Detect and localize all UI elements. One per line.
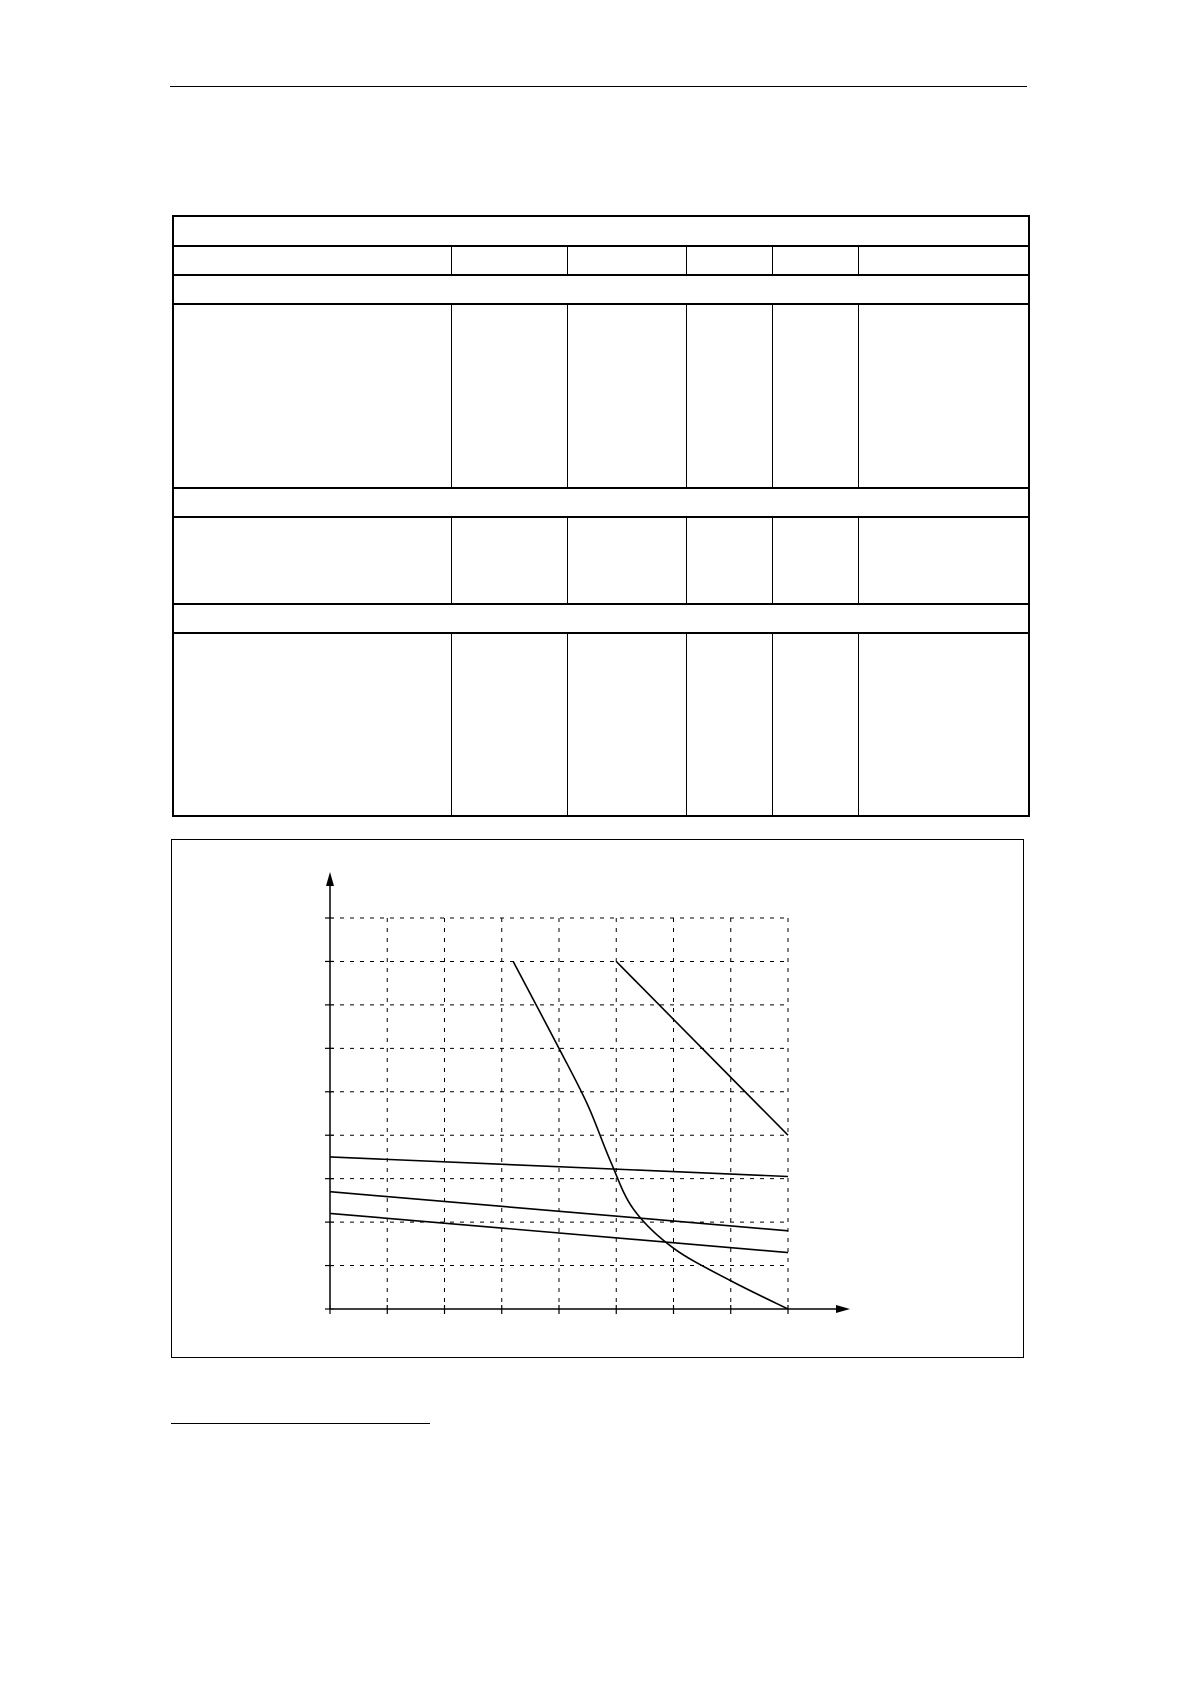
- column-header: [858, 246, 1029, 275]
- table-cell: [858, 633, 1029, 816]
- grid-layer: [330, 918, 788, 1309]
- table-cell: [451, 304, 567, 488]
- table-cell: [567, 304, 687, 488]
- data-table: [172, 215, 1030, 817]
- table-cell: [451, 633, 567, 816]
- table-row: [173, 517, 1029, 603]
- section-title: [173, 604, 1029, 633]
- column-header: [567, 246, 687, 275]
- table-row: [173, 304, 1029, 488]
- table-cell: [687, 304, 773, 488]
- table-cell: [173, 633, 451, 816]
- x-axis-arrow: [836, 1305, 850, 1313]
- table-cell: [773, 633, 859, 816]
- column-header: [451, 246, 567, 275]
- section-1-header: [173, 275, 1029, 304]
- section-title: [173, 488, 1029, 517]
- column-header: [773, 246, 859, 275]
- table-cell: [858, 517, 1029, 603]
- y-axis-arrow: [326, 872, 334, 886]
- section-3-header: [173, 604, 1029, 633]
- header-rule: [170, 86, 1027, 87]
- section-title: [173, 275, 1029, 304]
- table-title-row: [173, 216, 1029, 246]
- table-title: [173, 216, 1029, 246]
- table-cell: [773, 304, 859, 488]
- series-layer: [330, 961, 788, 1309]
- table-cell: [451, 517, 567, 603]
- table-cell: [687, 517, 773, 603]
- table-cell: [687, 633, 773, 816]
- section-2-header: [173, 488, 1029, 517]
- table-cell: [858, 304, 1029, 488]
- chart-frame: [171, 839, 1024, 1358]
- column-header: [687, 246, 773, 275]
- table-cell: [773, 517, 859, 603]
- axes-layer: [325, 872, 850, 1314]
- column-header: [173, 246, 451, 275]
- table-header-row: [173, 246, 1029, 275]
- series-line-d: [330, 1192, 788, 1231]
- chart-svg: [172, 840, 1023, 1357]
- table-cell: [567, 517, 687, 603]
- footnote-rule: [171, 1423, 430, 1424]
- table-row: [173, 633, 1029, 816]
- table-cell: [173, 304, 451, 488]
- table-cell: [567, 633, 687, 816]
- table-cell: [173, 517, 451, 603]
